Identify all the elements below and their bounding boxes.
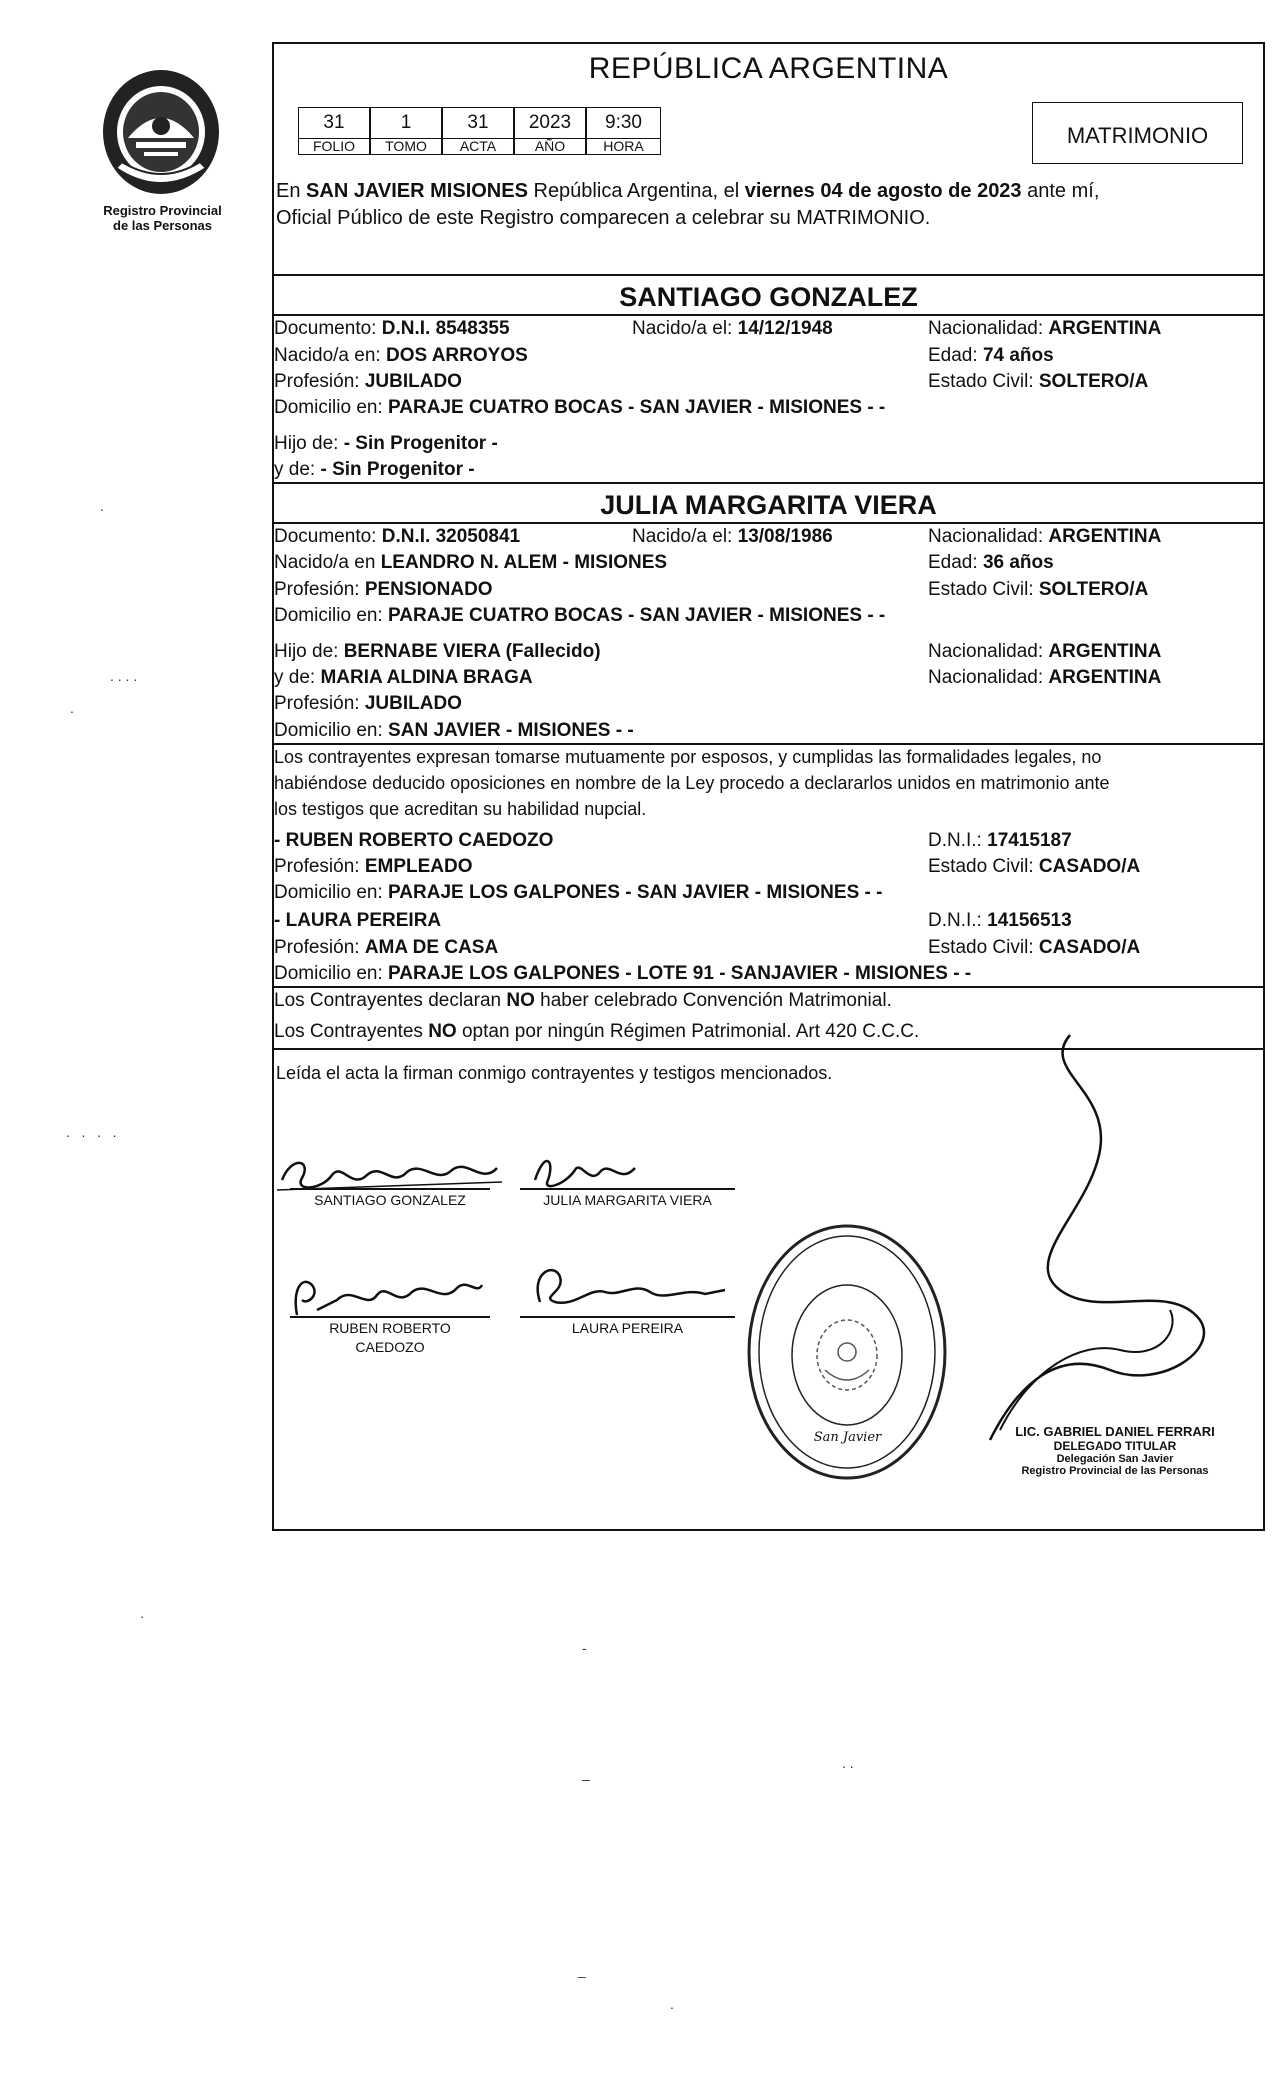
convention-line-2 [274, 1022, 919, 1041]
prof-value: EMPLEADO [364, 856, 473, 877]
field-acta-value: 31 [442, 107, 514, 139]
convention-no: NO [506, 990, 535, 1011]
spouse1-civil [928, 372, 1148, 391]
witness2-civil [928, 938, 1140, 957]
signature-laura [520, 1262, 740, 1317]
born-label: Nacido/a el: [632, 318, 738, 339]
civil-value: CASADO/A [1038, 856, 1141, 877]
dom-label: Domicilio en: [274, 397, 389, 418]
field-hora-label: HORA [586, 138, 661, 155]
age-value: 74 años [982, 345, 1054, 366]
scan-speck: . . . . [110, 668, 138, 684]
spouse1-mother [274, 460, 475, 479]
civil-label: Estado Civil: [928, 937, 1039, 958]
convention-line-1 [274, 991, 892, 1010]
spouse1-profession [274, 372, 462, 391]
witness1-profession [274, 857, 473, 876]
intro-text-b: República Argentina, el [527, 180, 745, 202]
officer-title: DELEGADO TITULAR [1053, 1439, 1177, 1453]
nat-value: ARGENTINA [1048, 526, 1162, 547]
prof-value: AMA DE CASA [364, 937, 499, 958]
spouse2-domicile [274, 606, 885, 625]
doc-value: D.N.I. 8548355 [381, 318, 510, 339]
dom-value: PARAJE LOS GALPONES - LOTE 91 - SANJAVIER - MISIONES - - [388, 963, 972, 984]
declaration-line-1: Los contrayentes expresan tomarse mutuamente por esposos, y cumplidas las formalidades legales, no [274, 747, 1102, 767]
prof-label: Profesión: [274, 579, 365, 600]
intro-line-1 [276, 181, 1099, 201]
signature-line [520, 1316, 735, 1318]
witness2-profession [274, 938, 498, 957]
declaration-line-3: los testigos que acreditan su habilidad nupcial. [274, 799, 647, 819]
dni-label: D.N.I.: [928, 830, 988, 851]
witness1-name: - RUBEN ROBERTO CAEDOZO [274, 830, 554, 851]
spouse2-father [274, 642, 601, 661]
spouse2-nationality [928, 527, 1161, 546]
birthplace-value: LEANDRO N. ALEM - MISIONES [380, 552, 668, 573]
father-value: BERNABE VIERA (Fallecido) [343, 641, 601, 662]
field-folio-value: 31 [298, 107, 370, 139]
registry-emblem-icon [96, 68, 226, 198]
dni-value: 17415187 [987, 830, 1072, 851]
signature-caption-santiago: SANTIAGO GONZALEZ [314, 1192, 466, 1208]
intro-text-c: ante mí, [1021, 180, 1100, 202]
spouse2-parent-profession [274, 694, 462, 713]
scan-speck: . . [842, 1755, 854, 1771]
spouse1-birthplace [274, 346, 528, 365]
divider [272, 743, 1265, 745]
field-tomo-label: TOMO [370, 138, 442, 155]
convention-no: NO [428, 1021, 457, 1042]
spouse1-nationality [928, 319, 1161, 338]
prof-value: JUBILADO [364, 693, 462, 714]
divider [272, 274, 1265, 276]
spouse2-parent-domicile [274, 721, 634, 740]
prof-label: Profesión: [274, 371, 365, 392]
witness2-name: - LAURA PEREIRA [274, 910, 442, 931]
field-tomo-value: 1 [370, 107, 442, 139]
father-label: Hijo de: [274, 641, 344, 662]
field-folio-label: FOLIO [298, 138, 370, 155]
spouse2-profession [274, 580, 493, 599]
dom-value: PARAJE LOS GALPONES - SAN JAVIER - MISIONES - - [388, 882, 883, 903]
doc-label: Documento: [274, 318, 382, 339]
signature-line [520, 1188, 735, 1190]
convention-text: optan por ningún Régimen Patrimonial. Art 420 C.C.C. [456, 1021, 920, 1042]
intro-date: viernes 04 de agosto de 2023 [744, 180, 1022, 202]
dom-value: SAN JAVIER - MISIONES - - [388, 720, 634, 741]
declaration-line-2: habiéndose deducido oposiciones en nombre de la Ley procedo a declararlos unidos en matrimonio ante [274, 773, 1110, 793]
spouse1-document [274, 319, 510, 338]
officer-office: Delegación San Javier [1056, 1453, 1174, 1465]
spouse2-name: JULIA MARGARITA VIERA [600, 490, 937, 520]
civil-label: Estado Civil: [928, 856, 1039, 877]
spouse1-name: SANTIAGO GONZALEZ [619, 282, 918, 312]
field-acta-label: ACTA [442, 138, 514, 155]
act-type-label: MATRIMONIO [1066, 123, 1209, 148]
civil-value: SOLTERO/A [1038, 371, 1149, 392]
mother-label: y de: [274, 459, 321, 480]
logo-caption-line2: de las Personas [113, 218, 212, 233]
scan-speck: - [582, 1640, 587, 1656]
witness2-domicile [274, 964, 971, 983]
age-label: Edad: [928, 552, 983, 573]
registry-logo [96, 68, 226, 198]
closing-text: Leída el acta la firman conmigo contrayentes y testigos mencionados. [276, 1063, 833, 1083]
field-año-value: 2023 [514, 107, 586, 139]
officer-registry: Registro Provincial de las Personas [1021, 1465, 1209, 1477]
born-value: 14/12/1948 [737, 318, 833, 339]
officer-stamp [990, 1424, 1240, 1477]
divider [272, 314, 1265, 316]
spouse2-birthplace [274, 553, 667, 572]
intro-text-a: En [276, 180, 307, 202]
spouse2-age [928, 553, 1054, 572]
civil-label: Estado Civil: [928, 371, 1039, 392]
scan-speck: . [70, 700, 74, 716]
field-hora-value: 9:30 [586, 107, 661, 139]
nat-value: ARGENTINA [1048, 667, 1162, 688]
divider [272, 482, 1265, 484]
signature-caption-ruben-2: CAEDOZO [355, 1339, 425, 1355]
nat-label: Nacionalidad: [928, 526, 1049, 547]
spouse1-father [274, 434, 498, 453]
birthplace-value: DOS ARROYOS [385, 345, 528, 366]
official-seal [745, 1220, 950, 1485]
act-type-box [1032, 102, 1243, 164]
signature-caption-julia: JULIA MARGARITA VIERA [543, 1192, 712, 1208]
mother-value: - Sin Progenitor - [320, 459, 475, 480]
field-año-label: AÑO [514, 138, 586, 155]
prof-label: Profesión: [274, 856, 365, 877]
signature-line [290, 1188, 490, 1190]
dni-value: 14156513 [987, 910, 1072, 931]
convention-text: Los Contrayentes [274, 1021, 429, 1042]
spouse2-birthdate [632, 527, 833, 546]
born-value: 13/08/1986 [737, 526, 833, 547]
officer-name: LIC. GABRIEL DANIEL FERRARI [1015, 1424, 1215, 1439]
scan-speck: _ [582, 1765, 590, 1781]
dom-label: Domicilio en: [274, 720, 389, 741]
seal-bottom-text: San Javier [813, 1430, 882, 1445]
nat-label: Nacionalidad: [928, 667, 1049, 688]
dom-value: PARAJE CUATRO BOCAS - SAN JAVIER - MISIONES - - [388, 397, 886, 418]
doc-value: D.N.I. 32050841 [381, 526, 521, 547]
spouse1-birthdate [632, 319, 833, 338]
officer-signature [960, 1030, 1240, 1450]
age-value: 36 años [982, 552, 1054, 573]
doc-label: Documento: [274, 526, 382, 547]
witness2-dni [928, 911, 1072, 930]
witness1-civil [928, 857, 1140, 876]
father-label: Hijo de: [274, 433, 344, 454]
page-title: REPÚBLICA ARGENTINA [588, 52, 949, 85]
handwritten-signature-icon [520, 1262, 740, 1317]
civil-value: SOLTERO/A [1038, 579, 1149, 600]
spouse2-mother-nationality [928, 668, 1161, 687]
dom-value: PARAJE CUATRO BOCAS - SAN JAVIER - MISIONES - - [388, 605, 886, 626]
signature-caption-laura: LAURA PEREIRA [571, 1320, 684, 1336]
spouse1-domicile [274, 398, 885, 417]
scan-speck: . [670, 1996, 674, 2012]
age-label: Edad: [928, 345, 983, 366]
intro-place: SAN JAVIER MISIONES [306, 180, 528, 202]
civil-value: CASADO/A [1038, 937, 1141, 958]
prof-value: JUBILADO [364, 371, 462, 392]
prof-label: Profesión: [274, 693, 365, 714]
mother-label: y de: [274, 667, 321, 688]
nat-label: Nacionalidad: [928, 318, 1049, 339]
birthplace-label: Nacido/a en [274, 552, 381, 573]
logo-caption-line1: Registro Provincial [103, 203, 222, 218]
scan-speck: . [140, 1605, 144, 1621]
scan-speck: _ [578, 1962, 586, 1978]
spouse2-civil [928, 580, 1148, 599]
spouse2-mother [274, 668, 533, 687]
civil-label: Estado Civil: [928, 579, 1039, 600]
logo-caption [80, 203, 245, 233]
registry-seal-icon [745, 1220, 950, 1485]
prof-value: PENSIONADO [364, 579, 493, 600]
nat-value: ARGENTINA [1048, 641, 1162, 662]
signature-caption-ruben-1: RUBEN ROBERTO [329, 1320, 451, 1336]
convention-text: Los Contrayentes declaran [274, 990, 507, 1011]
spouse1-age [928, 346, 1054, 365]
intro-line-2: Oficial Público de este Registro comparecen a celebrar su MATRIMONIO. [276, 207, 931, 229]
scan-speck: . . . . [66, 1124, 117, 1140]
birthplace-label: Nacido/a en: [274, 345, 386, 366]
witness1-domicile [274, 883, 882, 902]
dom-label: Domicilio en: [274, 605, 389, 626]
handwritten-signature-icon [960, 1030, 1240, 1450]
mother-value: MARIA ALDINA BRAGA [320, 667, 533, 688]
scan-speck: . [100, 498, 104, 514]
dom-label: Domicilio en: [274, 963, 389, 984]
spouse2-document [274, 527, 520, 546]
father-value: - Sin Progenitor - [343, 433, 498, 454]
witness1-dni [928, 831, 1072, 850]
born-label: Nacido/a el: [632, 526, 738, 547]
nat-label: Nacionalidad: [928, 641, 1049, 662]
convention-text: haber celebrado Convención Matrimonial. [534, 990, 892, 1011]
dom-label: Domicilio en: [274, 882, 389, 903]
divider [272, 522, 1265, 524]
divider [272, 986, 1265, 988]
signature-line [290, 1316, 490, 1318]
prof-label: Profesión: [274, 937, 365, 958]
dni-label: D.N.I.: [928, 910, 988, 931]
nat-value: ARGENTINA [1048, 318, 1162, 339]
spouse2-father-nationality [928, 642, 1161, 661]
